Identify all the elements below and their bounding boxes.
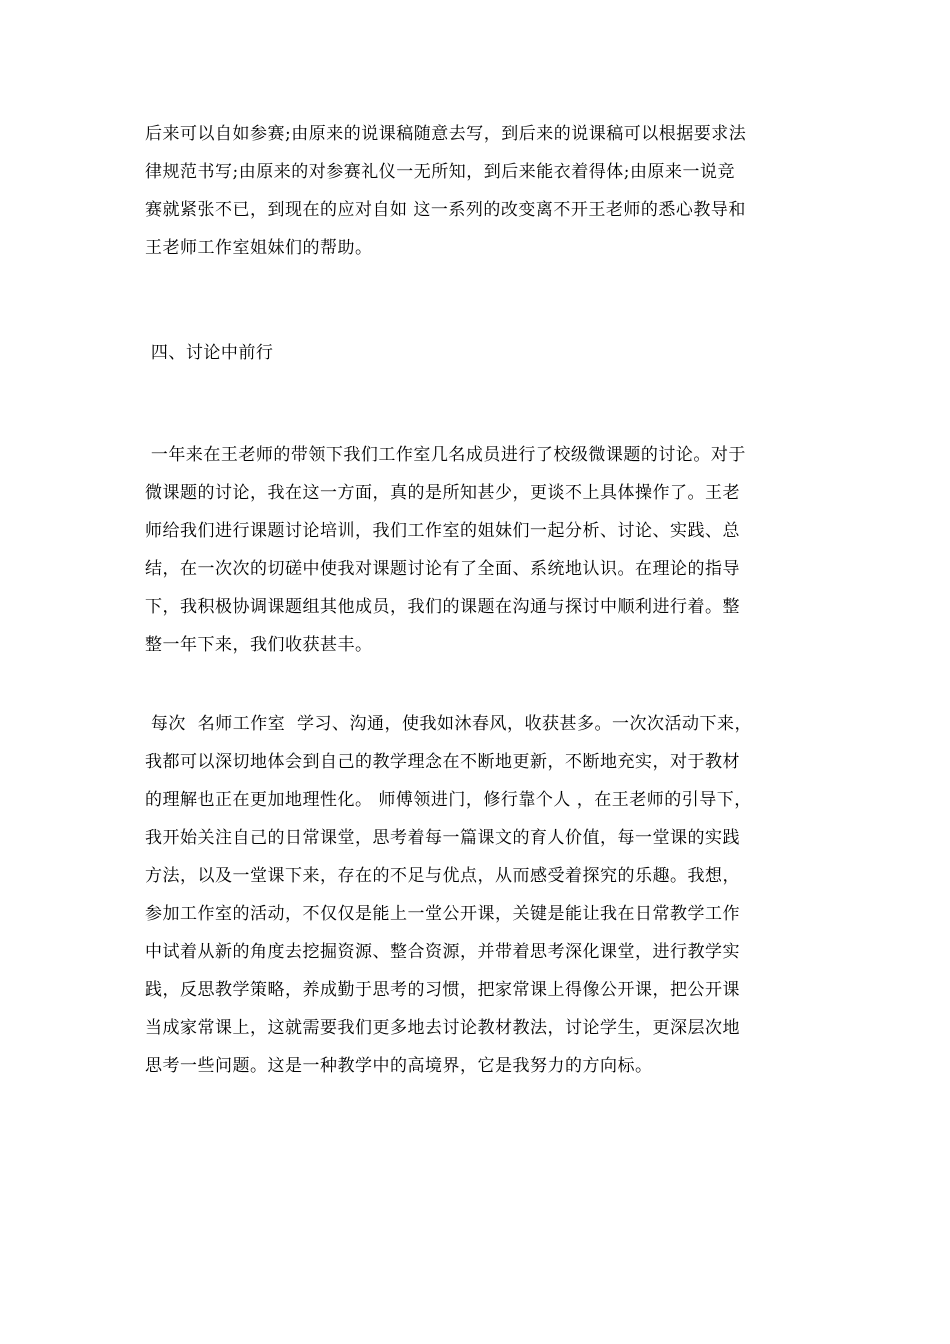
paragraph-line: 每次 名师工作室 学习、沟通，使我如沐春风，收获甚多。一次次活动下来， — [145, 714, 753, 734]
paragraph-line: 后来可以自如参赛;由原来的说课稿随意去写，到后来的说课稿可以根据要求法 — [145, 124, 747, 144]
paragraph-line: 整一年下来，我们收获甚丰。 — [145, 635, 373, 655]
paragraph-line: 师给我们进行课题讨论培训，我们工作室的姐妹们一起分析、讨论、实践、总 — [145, 521, 740, 541]
paragraph-line: 一年来在王老师的带领下我们工作室几名成员进行了校级微课题的讨论。对于 — [145, 445, 746, 465]
paragraph-competition-growth — [145, 115, 815, 267]
paragraph-line: 思考一些问题。这是一种教学中的高境界，它是我努力的方向标。 — [145, 1056, 653, 1076]
section-heading — [145, 334, 815, 372]
paragraph-line: 我都可以深切地体会到自己的教学理念在不断地更新，不断地充实，对于教材 — [145, 752, 740, 772]
paragraph-line: 律规范书写;由原来的对参赛礼仪一无所知，到后来能衣着得体;由原来一说竞 — [145, 162, 735, 182]
paragraph-line: 我开始关注自己的日常课堂，思考着每一篇课文的育人价值，每一堂课的实践 — [145, 828, 740, 848]
paragraph-line: 结，在一次次的切磋中使我对课题讨论有了全面、系统地认识。在理论的指导 — [145, 559, 740, 579]
paragraph-micro-research — [145, 436, 815, 664]
paragraph-line: 方法，以及一堂课下来，存在的不足与优点，从而感受着探究的乐趣。我想， — [145, 866, 740, 886]
paragraph-line: 当成家常课上，这就需要我们更多地去讨论教材教法，讨论学生，更深层次地 — [145, 1018, 740, 1038]
paragraph-line: 下，我积极协调课题组其他成员，我们的课题在沟通与探讨中顺利进行着。整 — [145, 597, 740, 617]
paragraph-line: 微课题的讨论，我在这一方面，真的是所知甚少，更谈不上具体操作了。王老 — [145, 483, 740, 503]
paragraph-line: 践，反思教学策略，养成勤于思考的习惯，把家常课上得像公开课，把公开课 — [145, 980, 740, 1000]
paragraph-studio-reflection — [145, 705, 815, 1085]
paragraph-line: 中试着从新的角度去挖掘资源、整合资源，并带着思考深化课堂，进行教学实 — [145, 942, 740, 962]
paragraph-line: 的理解也正在更加地理性化。 师傅领进门，修行靠个人 ，在王老师的引导下， — [145, 790, 752, 810]
section-heading-text: 四、讨论中前行 — [145, 343, 274, 363]
paragraph-line: 赛就紧张不已，到现在的应对自如 这一系列的改变离不开王老师的悉心教导和 — [145, 200, 746, 220]
paragraph-line: 参加工作室的活动，不仅仅是能上一堂公开课，关键是能让我在日常教学工作 — [145, 904, 740, 924]
paragraph-line: 王老师工作室姐妹们的帮助。 — [145, 238, 373, 258]
